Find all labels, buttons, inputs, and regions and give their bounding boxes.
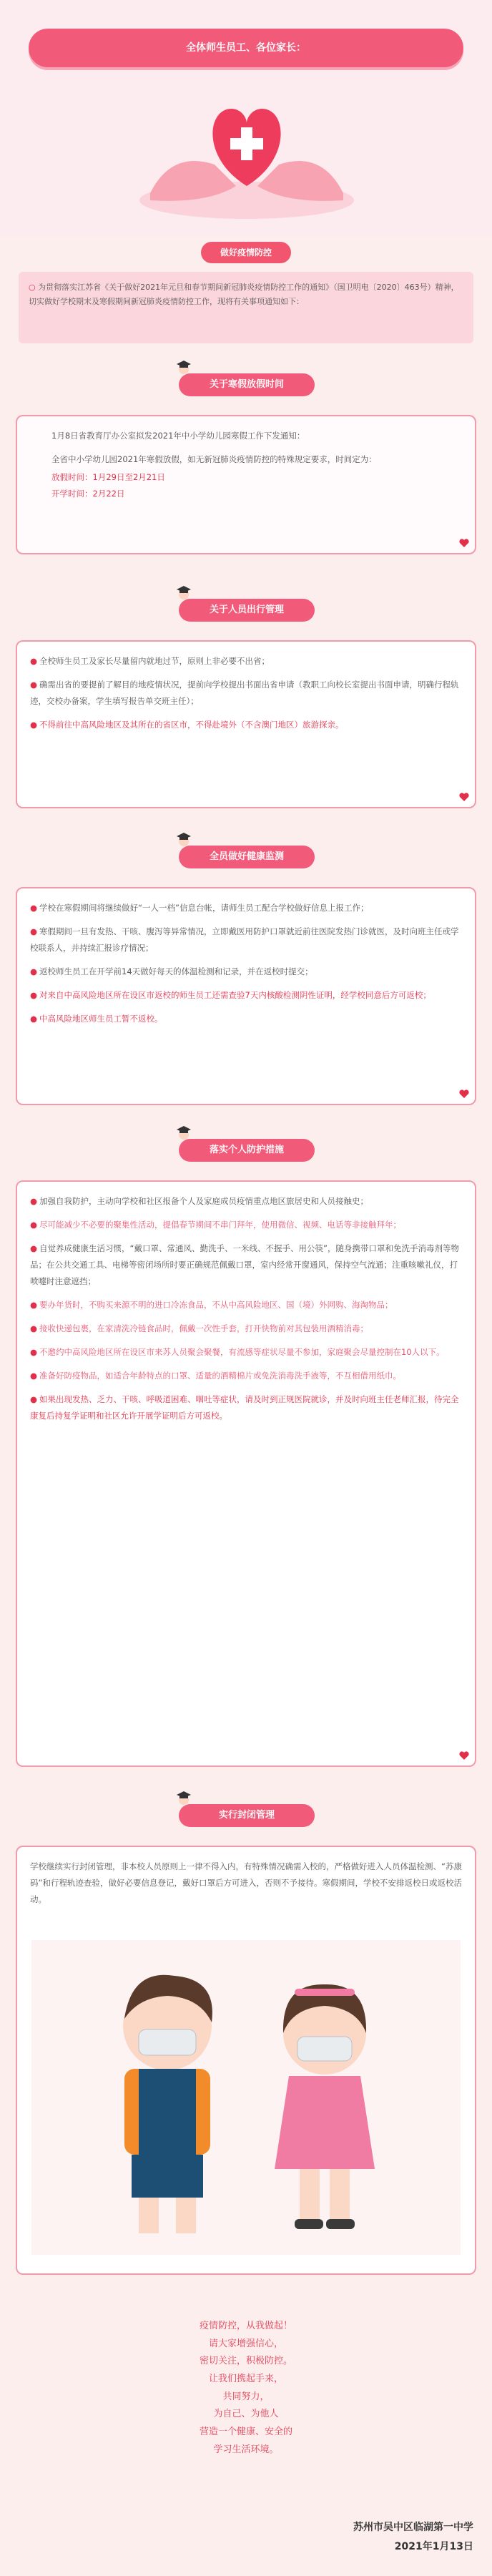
section-title-5: 实行封闭管理 [150,1788,342,1833]
list-item: ● 中高风险地区师生员工暂不返校。 [30,1014,163,1024]
list-item: ● 要办年货时，不购买来源不明的进口冷冻食品，不从中高风险地区、国（境）外网购、海淘物品； [30,1300,393,1310]
section-title-4: 落实个人防护措施 [150,1123,342,1167]
poem-line: 密切关注，积极防控。 [199,2356,292,2367]
greeting-bar: 全体师生员工、各位家长： [29,29,463,67]
section-title-2: 关于人员出行管理 [150,583,342,627]
list-item: ● 如果出现发热、乏力、干咳、呼吸道困难、咽吐等症状，请及时到正规医院就诊，并及时向班主任老师汇报，待完全康复后持复学证明和社区允许开展学证明后方可返校。 [30,1394,459,1421]
section-card-2 [16,640,476,808]
list-item: ● 准备好防疫物品，如适合年龄特点的口罩、适量的酒精棉片或免洗消毒洗手液等，不互相借用纸巾。 [30,1371,402,1381]
section-1-line-2: 全省中小学幼儿园2021年寒假放假，如无新冠肺炎疫情防控的特殊规定要求，时间定为： [51,454,377,464]
list-item: ● 不得前往中高风险地区及其所在的省区市，不得赴境外（不含澳门地区）旅游探亲。 [30,720,344,730]
closed-management-text: 学校继续实行封闭管理，非本校人员原则上一律不得入内，有特殊情况确需入校的，严格做好进入人员体温检测、“苏康码”和行程轨迹查验，做好必要信息登记，戴好口罩后方可进入，否则不予接待。寒假期间，学校不安排返校日或返校活动。 [30,1861,462,1904]
list-item: ● 全校师生员工及家长尽量留内就地过节，原则上非必要不出省； [30,656,270,666]
section-title-3: 全员做好健康监测 [150,830,342,874]
list-item: ● 接收快递包裹，在家清洗冷链食品时，佩戴一次性手套，打开快物前对其包装用酒精消毒； [30,1323,369,1333]
list-item: ● 加强自我防护，主动向学校和社区报备个人及家庭成员疫情重点地区旅居史和人员接触史； [30,1196,369,1206]
holiday-time: 放假时间：1月29日至2月21日 [51,472,165,482]
poem-line: 营造一个健康、安全的 [199,2426,292,2438]
poem-line: 疫情防控，从我做起！ [199,2321,292,2331]
section-card-3 [16,887,476,1105]
hands-heart-icon [129,79,365,222]
intro-text: 为贯彻落实江苏省《关于做好2021年元旦和春节期间新冠肺炎疫情防控工作的通知》（国卫明电〔2020〕463号）精神，切实做好学校期末及寒假期间新冠肺炎疫情防控工作，现将有关事项通知如下： [29,283,459,307]
poem-line: 为自己、为他人 [213,2409,279,2420]
heart-icon [459,1089,469,1098]
list-item: ● 不邀约中高风险地区所在设区市来苏人员聚会聚餐，有流感等症状尽量不参加，家庭聚会尽量控制在10人以下。 [30,1347,445,1357]
list-item: ● 返校师生员工在开学前14天做好每天的体温检测和记录，并在返校时提交； [30,966,313,976]
school-start-time: 开学时间：2月22日 [51,489,125,499]
section-title-1: 关于寒假放假时间 [150,358,342,402]
section-1-line-1: 1月8日省教育厅办公室拟发2021年中小学幼儿园寒假工作下发通知： [51,431,305,441]
heart-icon [459,1751,469,1760]
children-with-masks-illustration [31,1940,461,2255]
list-item: ● 自觉养成健康生活习惯，“戴口罩、常通风、勤洗手、一米线、不握手、用公筷”，随身携带口罩和免洗手消毒剂等物品；在公共交通工具、电梯等密闭场所时要正确规范佩戴口罩，室内经常开窗通风，保持空气流通；注重咳嗽礼仪，打喷嚏时注意遮挡； [30,1243,459,1286]
section-card-5 [16,1846,476,2275]
list-item: ● 确需出省的要提前了解目的地疫情状况，提前向学校提出书面出省申请（教职工向校长室提出书面申请，明确行程轨迹，交校办备案，学生填写报告单交班主任）； [30,680,459,706]
poem-line: 让我们携起手来， [208,2374,283,2385]
intro-box [19,272,473,343]
section-card-4 [16,1180,476,1767]
intro-bullet: ○ [29,283,36,292]
header-banner [0,0,492,236]
list-item: ● 尽可能减少不必要的聚集性活动，提倡春节期间不串门拜年，使用微信、视频、电话等非接触拜年； [30,1220,402,1230]
poem-line: 请大家增强信心， [208,2338,283,2349]
heart-icon [459,539,469,547]
list-item: ● 对来自中高风险地区所在设区市返校的师生员工还需查验7天内核酸检测阴性证明，经学校同意后方可返校； [30,990,431,1000]
poem-line: 学习生活环境。 [213,2444,279,2455]
poem-line: 共同努力， [222,2391,270,2402]
signature-block [353,2518,473,2556]
closing-poem [0,2318,492,2459]
section-card-1 [16,415,476,554]
list-item: ● 学校在寒假期间将继续做好“一人一档”信息台帐，请师生员工配合学校做好信息上报工作； [30,903,369,913]
school-name: 苏州市吴中区临湖第一中学 [353,2522,473,2533]
intro-tag: 做好疫情防控 [201,242,291,263]
list-item: ● 寒假期间一旦有发热、干咳、腹泻等异常情况，立即戴医用防护口罩就近前往医院发热门诊就医，及时向班主任或学校联系人，并持续汇报诊疗情况； [30,926,459,953]
heart-icon [459,793,469,801]
issue-date: 2021年1月13日 [394,2540,473,2552]
